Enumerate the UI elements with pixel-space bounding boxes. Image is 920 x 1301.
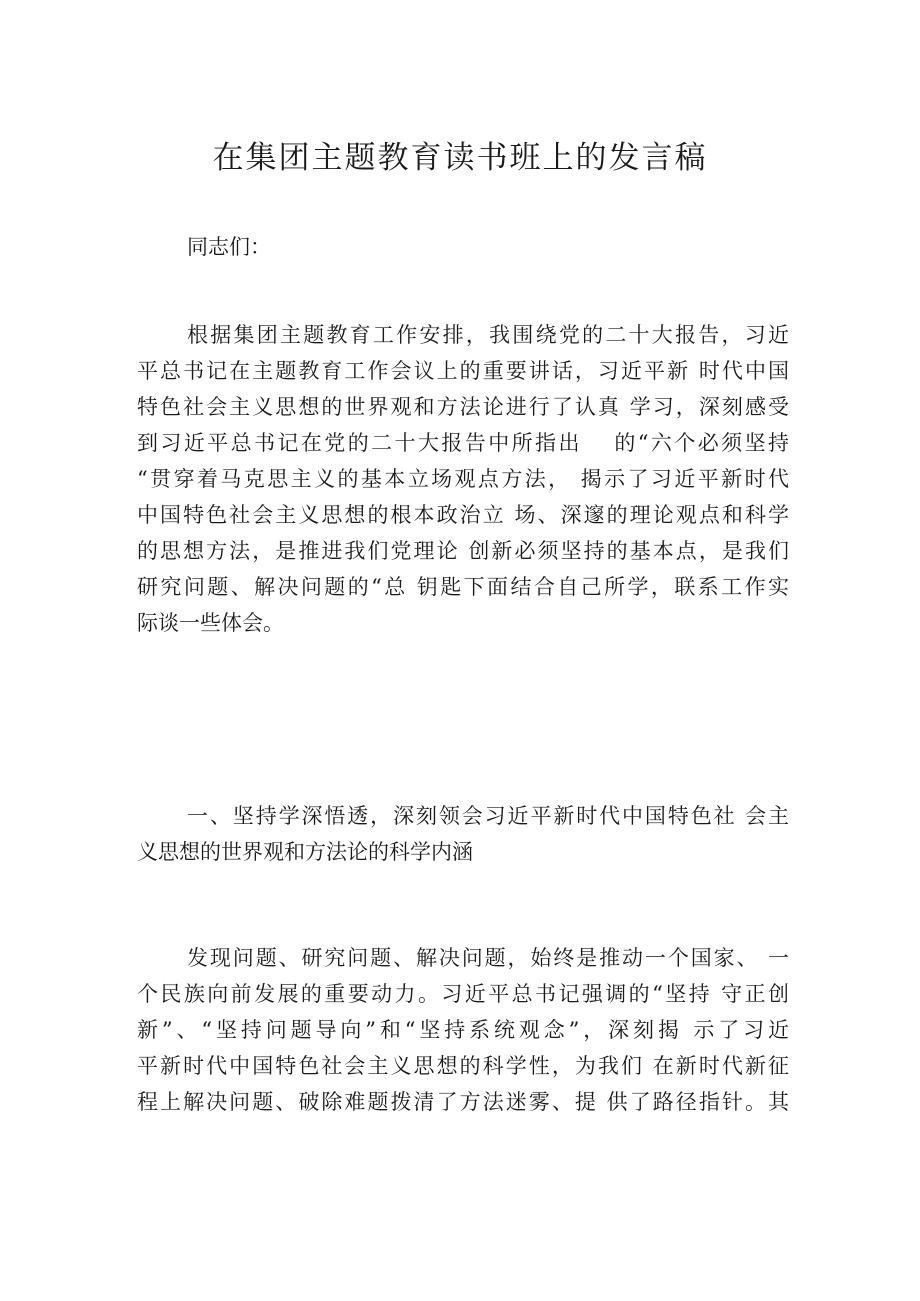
- text-line: 际谈一些体会。: [137, 611, 284, 635]
- text-line: “贯穿着马克思主义的基本立场观点方法， 揭示了习近平新时代: [137, 467, 789, 491]
- text-line: 平新时代中国特色社会主义思想的科学性，为我们 在新时代新征: [137, 1054, 789, 1078]
- text-line: 到习近平总书记在党的二十大报告中所指出 的“六个必须坚持: [137, 431, 789, 455]
- section-heading-1: [137, 798, 789, 870]
- salutation: 同志们：: [187, 235, 271, 259]
- text-line: 根据集团主题教育工作安排，我围绕党的二十大报告，习近: [187, 323, 789, 347]
- text-line: 义思想的世界观和方法论的科学内涵: [137, 840, 473, 864]
- text-line: 平总书记在主题教育工作会议上的重要讲话，习近平新 时代中国: [137, 359, 789, 383]
- text-line: 一、坚持学深悟透，深刻领会习近平新时代中国特色社 会主: [187, 804, 789, 828]
- text-line: 中国特色社会主义思想的根本政治立 场、深邃的理论观点和科学: [137, 503, 789, 527]
- text-line: 研究问题、解决问题的“总 钥匙下面结合自己所学，联系工作实: [137, 575, 789, 599]
- text-line: 个民族向前发展的重要动力。习近平总书记强调的“坚持 守正创: [137, 982, 789, 1006]
- paragraph-body: [137, 940, 789, 1120]
- paragraph-intro: [137, 317, 789, 641]
- document-title: 在集团主题教育读书班上的发言稿: [212, 140, 708, 176]
- text-line: 程上解决问题、破除难题拨清了方法迷雾、提 供了路径指针。其: [137, 1090, 789, 1114]
- text-line: 特色社会主义思想的世界观和方法论进行了认真 学习，深刻感受: [137, 395, 789, 419]
- text-line: 发现问题、研究问题、解决问题，始终是推动一个国家、 一: [187, 946, 789, 970]
- text-line: 的思想方法，是推进我们党理论 创新必须坚持的基本点，是我们: [137, 539, 789, 563]
- text-line: 新”、“坚持问题导向”和“坚持系统观念”，深刻揭 示了习近: [137, 1018, 789, 1042]
